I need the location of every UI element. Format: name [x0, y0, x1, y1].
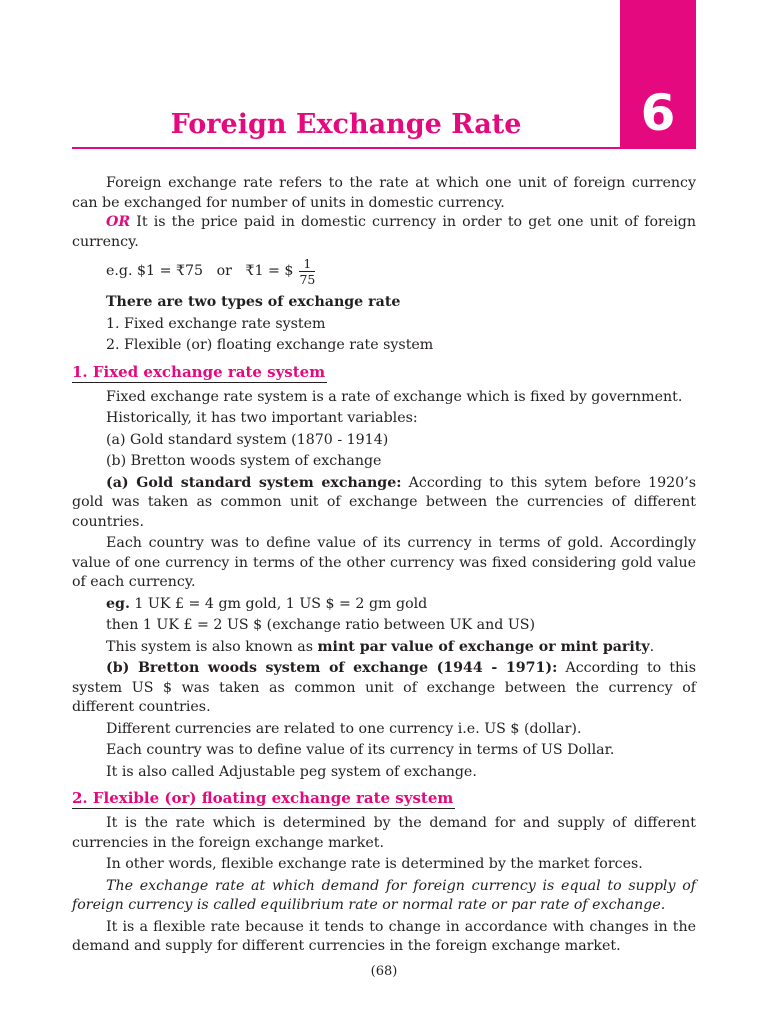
bretton-woods-label: (b) Bretton woods system of exchange (1944 - 1971):: [106, 660, 558, 676]
flexible-rate-paragraph: It is a flexible rate because it tends to change in accordance with changes in the demand and supply for different currencies in the foreign exchange market.: [72, 918, 696, 954]
types-heading: There are two types of exchange rate: [106, 294, 401, 310]
example-label: eg.: [106, 595, 130, 612]
gold-example: [72, 595, 696, 615]
page-number: (68): [370, 964, 398, 979]
gold-standard-label: (a) Gold standard system exchange:: [106, 474, 402, 491]
type-item-fixed: 1. Fixed exchange rate system: [106, 315, 326, 332]
each-country-usd-line: Each country was to define value of its currency in terms of US Dollar.: [106, 742, 615, 758]
mint-parity-term: mint par value of exchange or mint parity: [317, 638, 650, 655]
intro-paragraph: Foreign exchange rate refers to the rate at which one unit of foreign currency can be exchanged for number of units in domestic currency.: [72, 175, 696, 211]
adjustable-peg-line: It is also called Adjustable peg system of exchange.: [106, 763, 477, 780]
example-text: e.g. $1 = ₹75 or ₹1 = $: [106, 262, 294, 279]
title-divider: [72, 147, 696, 149]
or-word: OR: [106, 214, 131, 230]
chapter-tab: [620, 0, 696, 148]
section-heading-flexible: 2. Flexible (or) floating exchange rate system: [72, 789, 454, 807]
mint-prefix: This system is also known as: [106, 638, 318, 655]
bretton-woods-text: According to this system US $ was taken as common unit of exchange between the currency of different countries.: [72, 660, 697, 715]
exchange-ratio-line: then 1 UK £ = 2 US $ (exchange ratio between UK and US): [106, 617, 536, 633]
mint-suffix: .: [649, 638, 655, 655]
mint-parity-line: [72, 638, 696, 658]
gold-example-text: 1 UK £ = 4 gm gold, 1 US $ = 2 gm gold: [129, 595, 428, 612]
example-line: [72, 256, 696, 287]
variable-a: (a) Gold standard system (1870 - 1914): [106, 431, 389, 448]
fixed-definition: Fixed exchange rate system is a rate of exchange which is fixed by government.: [106, 388, 683, 405]
each-country-gold-paragraph: Each country was to define value of its currency in terms of gold. Accordingly value of one currency in terms of the other currency was fixed considering gold value of each currency.: [72, 535, 696, 590]
fraction: [299, 256, 315, 287]
flexible-definition: It is the rate which is determined by the demand for and supply of different currencies in the foreign exchange market.: [72, 815, 696, 851]
historically-line: Historically, it has two important variables:: [106, 410, 418, 426]
section-heading-fixed: 1. Fixed exchange rate system: [72, 362, 326, 381]
fraction-numerator: 1: [299, 256, 315, 272]
intro-or-text: It is the price paid in domestic currency in order to get one unit of foreign currency.: [72, 214, 696, 250]
page-content: [72, 174, 696, 957]
bretton-woods-paragraph: [72, 659, 696, 718]
intro-or-paragraph: [72, 213, 696, 252]
gold-standard-paragraph: [72, 474, 696, 533]
different-currencies-line: Different currencies are related to one currency i.e. US $ (dollar).: [106, 720, 582, 737]
variable-b: (b) Bretton woods system of exchange: [106, 453, 382, 469]
page-title: Foreign Exchange Rate: [170, 109, 522, 140]
fraction-denominator: 75: [299, 272, 316, 287]
equilibrium-rate-paragraph: The exchange rate at which demand for foreign currency is equal to supply of foreign currency is called equilibrium rate or normal rate or par rate of exchange.: [72, 877, 696, 913]
type-item-flexible: 2. Flexible (or) floating exchange rate system: [106, 337, 434, 353]
chapter-number: 6: [640, 84, 676, 142]
market-forces-line: In other words, flexible exchange rate is determined by the market forces.: [106, 856, 643, 872]
gold-standard-text: According to this sytem before 1920’s gold was taken as common unit of exchange between the currencies of different countries.: [72, 474, 697, 530]
